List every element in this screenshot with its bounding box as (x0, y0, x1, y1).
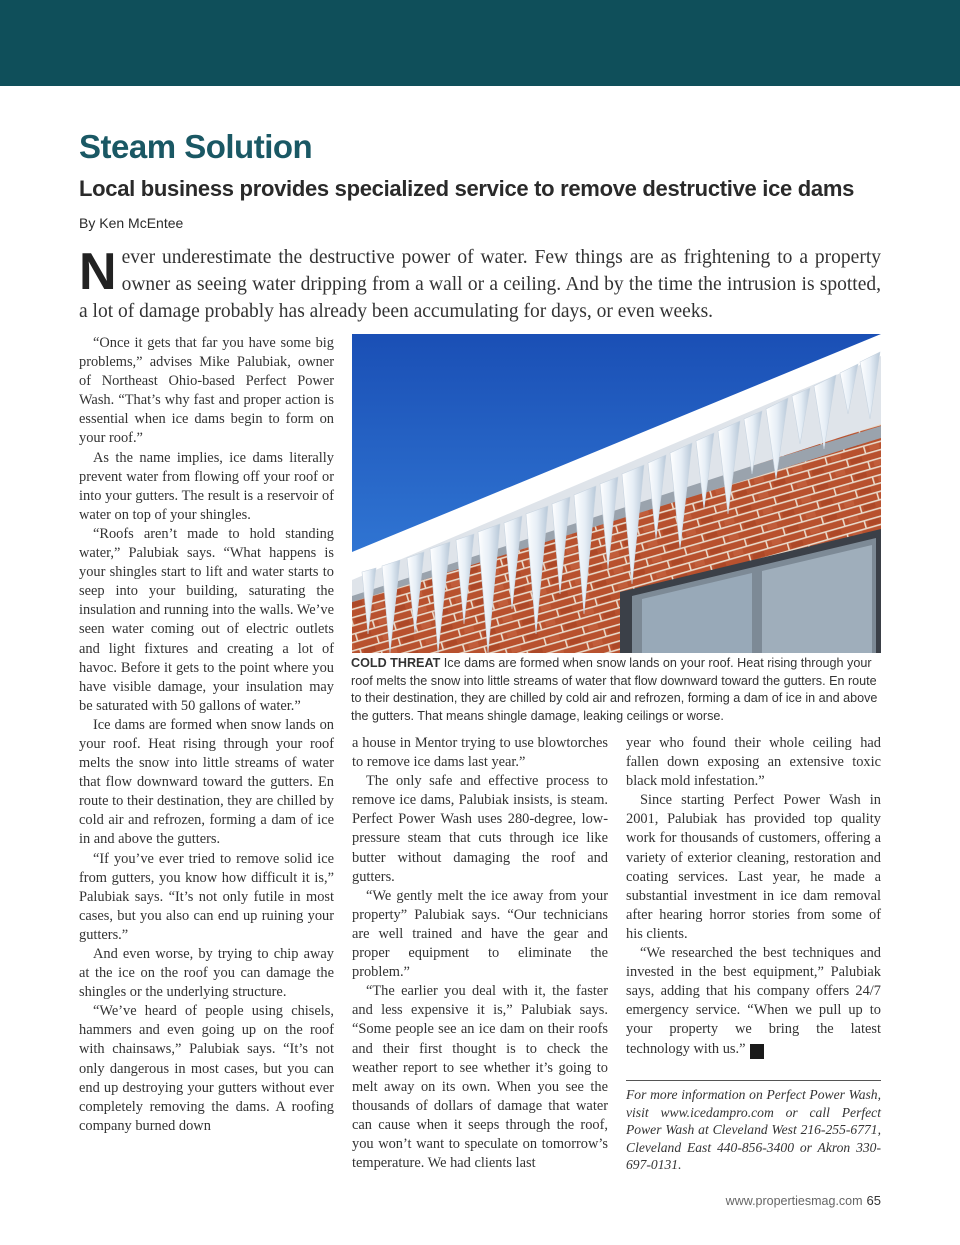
footer-url: www.propertiesmag.com (725, 1194, 863, 1208)
paragraph: “Once it gets that far you have some big problems,” advises Mike Palubiak, owner of Northeast Ohio-based Perfect Power Wash. “That’s why fast and proper action is essential when ice dams begin to form on your roof.” (79, 335, 334, 447)
drop-cap: N (79, 243, 117, 301)
paragraph-text: “We researched the best techniques and invested in the best equipment,” Palubiak says, adding that his company offers 24/7 emergency service. “When we pull up to your property we bring the latest technology with us.” (626, 945, 881, 1057)
intro-text: ever underestimate the destructive power of water. Few things are as frightening to a property owner as seeing water dripping from a wall or a ceiling. And by the time the intrusion is spotted, a lot of damage probably has already been accumulating for days, or even weeks. (79, 247, 881, 322)
paragraph (626, 944, 881, 1059)
body-column-3 (626, 734, 881, 1059)
paragraph: Since starting Perfect Power Wash in 2001, Palubiak has provided top quality work for thousands of customers, offering a variety of exterior cleaning, restoration and coating services. Last year, he made a substantial investment in ice dam removal after hearing horror stories from some of his clients. (626, 792, 881, 942)
paragraph: a house in Mentor trying to use blowtorches to remove ice dams last year.” (352, 735, 608, 771)
paragraph: “The earlier you deal with it, the faster and less expensive it is,” Palubiak says. “Some people see an ice dam on their roofs and their first thought is to check the weather report to see whether it’s going to melt away on its own. When you see the thousands of dollars of damage that water can cause when it seeps through the roof, you won’t want to speculate on tomorrow’s temperature. We had clients last (352, 983, 608, 1172)
paragraph: Ice dams are formed when snow lands on your roof. Heat rising through your roof melts the snow into little streams of water that flow downward toward the gutters. En route to their destination, they are chilled by cold air and refrozen, forming a dam of ice in and above the gutters. (79, 716, 334, 848)
byline: By Ken McEntee (79, 215, 184, 231)
header-bar (0, 0, 960, 86)
article-title: Steam Solution (79, 128, 313, 165)
paragraph: “We gently melt the ice away from your property” Palubiak says. “Our technicians are well trained and have the gear and proper equipment to eliminate the problem.” (352, 887, 608, 981)
intro-paragraph (79, 244, 881, 325)
icicles-photo (352, 334, 881, 653)
paragraph: As the name implies, ice dams literally prevent water from flowing off your roof or into your gutters. The result is a reservoir of water on top of your shingles. (79, 449, 334, 523)
paragraph: And even worse, by trying to chip away at the ice on the roof you can damage the shingles or the underlying structure. (79, 946, 334, 1001)
info-divider (626, 1080, 881, 1081)
paragraph: “Roofs aren’t made to hold standing water,” Palubiak says. “What happens is your shingles start to lift and water starts to seep into your building, saturating the insulation and running into the walls. We’ve seen water coming out of electric outlets and light fixtures and creating a lot of havoc. Before it gets to the point where you have visible damage, your insulation may be saturated with 50 gallons of water.” (79, 525, 334, 714)
info-box: For more information on Perfect Power Wash, visit www.icedampro.com or call Perfect Power Wash at Cleveland West 216-255-6771, Cleveland East 440-856-3400 or Akron 330-697-0131. (626, 1087, 881, 1173)
caption-text: Ice dams are formed when snow lands on your roof. Heat rising through your roof melts the snow into little streams of water that flow downward toward the gutters. En route to their destination, they are chilled by cold air and refrozen, forming a dam of ice in and above the gutters. That means shingle damage, leaking ceilings or worse. (351, 656, 878, 723)
page-number: 65 (866, 1193, 881, 1208)
paragraph: The only safe and effective process to remove ice dams, Palubiak insists, is steam. Perfect Power Wash uses 280-degree, low-pressure steam that cuts through ice like butter without damaging the roof and gutters. (352, 773, 608, 885)
paragraph: year who found their whole ceiling had fallen down exposing an extensive toxic black mold infestation.” (626, 735, 881, 790)
body-column-1 (79, 334, 334, 1136)
article-subtitle: Local business provides specialized service to remove destructive ice dams (79, 176, 855, 201)
photo-caption (351, 655, 882, 725)
body-column-2 (352, 734, 608, 1173)
page-footer (720, 1193, 881, 1208)
caption-label: COLD THREAT (351, 656, 441, 670)
icicles-illustration (352, 334, 881, 653)
paragraph: “If you’ve ever tried to remove solid ice from gutters, you know how difficult it is,” Palubiak says. “It’s not only futile in most cases, but you also can end up ruining your gutters.” (79, 850, 334, 943)
paragraph: “We’ve heard of people using chisels, hammers and even going up on the roof with chainsaws,” Palubiak says. “It’s not only dangerous in most cases, but you can end up destroying your gutters without ever completely removing the dams. A roofing company burned down (79, 1003, 334, 1134)
end-mark-icon: P (750, 1044, 764, 1059)
